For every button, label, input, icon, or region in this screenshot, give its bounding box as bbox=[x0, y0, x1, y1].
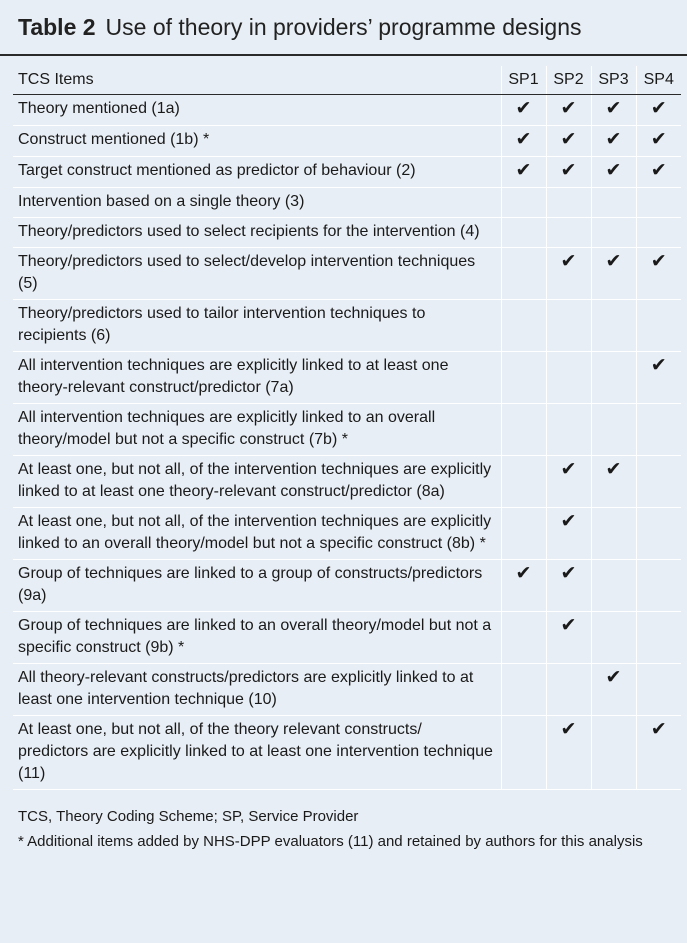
sp4-cell bbox=[636, 352, 681, 404]
table-row bbox=[13, 188, 681, 218]
sp2-cell bbox=[546, 560, 591, 612]
sp3-cell bbox=[591, 664, 636, 716]
sp4-cell bbox=[636, 560, 681, 612]
sp3-cell bbox=[591, 352, 636, 404]
tcs-item-label: Intervention based on a single theory (3) bbox=[13, 188, 501, 218]
sp2-cell bbox=[546, 456, 591, 508]
table-row bbox=[13, 157, 681, 188]
table-row bbox=[13, 126, 681, 157]
tcs-item-label: Construct mentioned (1b) * bbox=[13, 126, 501, 157]
sp2-cell bbox=[546, 126, 591, 157]
sp3-cell bbox=[591, 157, 636, 188]
table-title bbox=[0, 0, 687, 56]
sp2-cell bbox=[546, 352, 591, 404]
tcs-item-label: All theory-relevant constructs/predictors are explicitly linked to at least one intervention technique (10) bbox=[13, 664, 501, 716]
table-caption: Use of theory in providers’ programme designs bbox=[105, 13, 582, 40]
checkmark-icon: ✔ bbox=[515, 563, 532, 584]
header-sp4: SP4 bbox=[636, 66, 681, 95]
checkmark-icon: ✔ bbox=[560, 459, 577, 480]
sp3-cell bbox=[591, 188, 636, 218]
table-row bbox=[13, 664, 681, 716]
sp2-cell bbox=[546, 248, 591, 300]
checkmark-icon: ✔ bbox=[605, 129, 622, 150]
sp4-cell bbox=[636, 404, 681, 456]
sp3-cell bbox=[591, 248, 636, 300]
checkmark-icon: ✔ bbox=[605, 160, 622, 181]
table-number: Table 2 bbox=[18, 13, 96, 40]
tcs-item-label: At least one, but not all, of the intervention techniques are explicitly linked to at least one theory-relevant construct/predictor (8a) bbox=[13, 456, 501, 508]
sp2-cell bbox=[546, 188, 591, 218]
sp2-cell bbox=[546, 218, 591, 248]
sp3-cell bbox=[591, 612, 636, 664]
checkmark-icon: ✔ bbox=[650, 129, 667, 150]
table-row bbox=[13, 560, 681, 612]
header-sp2: SP2 bbox=[546, 66, 591, 95]
checkmark-icon: ✔ bbox=[560, 511, 577, 532]
table-row bbox=[13, 95, 681, 126]
header-sp1: SP1 bbox=[501, 66, 546, 95]
checkmark-icon: ✔ bbox=[560, 615, 577, 636]
sp1-cell bbox=[501, 612, 546, 664]
checkmark-icon: ✔ bbox=[605, 459, 622, 480]
sp1-cell bbox=[501, 95, 546, 126]
sp2-cell bbox=[546, 612, 591, 664]
sp3-cell bbox=[591, 95, 636, 126]
checkmark-icon: ✔ bbox=[650, 98, 667, 119]
checkmark-icon: ✔ bbox=[560, 98, 577, 119]
sp3-cell bbox=[591, 456, 636, 508]
checkmark-icon: ✔ bbox=[560, 160, 577, 181]
sp1-cell bbox=[501, 126, 546, 157]
sp1-cell bbox=[501, 188, 546, 218]
footnote-additional-items: * Additional items added by NHS-DPP evaluators (11) and retained by authors for this analysis bbox=[18, 833, 643, 850]
footnote-abbreviations: TCS, Theory Coding Scheme; SP, Service Provider bbox=[18, 808, 359, 825]
checkmark-icon: ✔ bbox=[515, 98, 532, 119]
sp3-cell bbox=[591, 404, 636, 456]
sp3-cell bbox=[591, 716, 636, 790]
sp4-cell bbox=[636, 126, 681, 157]
checkmark-icon: ✔ bbox=[560, 563, 577, 584]
tcs-item-label: Target construct mentioned as predictor of behaviour (2) bbox=[13, 157, 501, 188]
table-body bbox=[13, 95, 681, 790]
sp4-cell bbox=[636, 218, 681, 248]
sp2-cell bbox=[546, 716, 591, 790]
sp2-cell bbox=[546, 664, 591, 716]
tcs-item-label: Group of techniques are linked to an overall theory/model but not a specific construct (9b) * bbox=[13, 612, 501, 664]
header-row bbox=[13, 66, 681, 95]
sp3-cell bbox=[591, 126, 636, 157]
sp2-cell bbox=[546, 404, 591, 456]
sp4-cell bbox=[636, 664, 681, 716]
tcs-item-label: All intervention techniques are explicitly linked to at least one theory-relevant construct/predictor (7a) bbox=[13, 352, 501, 404]
tcs-item-label: Theory/predictors used to select recipients for the intervention (4) bbox=[13, 218, 501, 248]
checkmark-icon: ✔ bbox=[560, 129, 577, 150]
sp1-cell bbox=[501, 404, 546, 456]
sp2-cell bbox=[546, 157, 591, 188]
checkmark-icon: ✔ bbox=[650, 355, 667, 376]
sp1-cell bbox=[501, 560, 546, 612]
checkmark-icon: ✔ bbox=[605, 251, 622, 272]
sp1-cell bbox=[501, 300, 546, 352]
sp4-cell bbox=[636, 612, 681, 664]
checkmark-icon: ✔ bbox=[560, 719, 577, 740]
header-tcs-items: TCS Items bbox=[13, 66, 501, 95]
sp1-cell bbox=[501, 157, 546, 188]
sp2-cell bbox=[546, 508, 591, 560]
table-row bbox=[13, 456, 681, 508]
table-row bbox=[13, 612, 681, 664]
tcs-item-label: All intervention techniques are explicitly linked to an overall theory/model but not a specific construct (7b) * bbox=[13, 404, 501, 456]
table-row bbox=[13, 404, 681, 456]
sp4-cell bbox=[636, 300, 681, 352]
tcs-item-label: Theory/predictors used to select/develop intervention techniques (5) bbox=[13, 248, 501, 300]
sp2-cell bbox=[546, 95, 591, 126]
sp1-cell bbox=[501, 248, 546, 300]
table-row bbox=[13, 300, 681, 352]
table-row bbox=[13, 352, 681, 404]
checkmark-icon: ✔ bbox=[605, 667, 622, 688]
sp4-cell bbox=[636, 188, 681, 218]
sp4-cell bbox=[636, 456, 681, 508]
table-row bbox=[13, 248, 681, 300]
sp1-cell bbox=[501, 456, 546, 508]
sp4-cell bbox=[636, 716, 681, 790]
checkmark-icon: ✔ bbox=[515, 129, 532, 150]
checkmark-icon: ✔ bbox=[650, 251, 667, 272]
tcs-item-label: Group of techniques are linked to a group of constructs/predictors (9a) bbox=[13, 560, 501, 612]
sp3-cell bbox=[591, 218, 636, 248]
checkmark-icon: ✔ bbox=[650, 719, 667, 740]
table-row bbox=[13, 218, 681, 248]
checkmark-icon: ✔ bbox=[605, 98, 622, 119]
header-sp3: SP3 bbox=[591, 66, 636, 95]
checkmark-icon: ✔ bbox=[560, 251, 577, 272]
table-row bbox=[13, 508, 681, 560]
sp4-cell bbox=[636, 508, 681, 560]
tcs-item-label: Theory/predictors used to tailor intervention techniques to recipients (6) bbox=[13, 300, 501, 352]
sp3-cell bbox=[591, 300, 636, 352]
theory-table bbox=[13, 66, 681, 790]
sp4-cell bbox=[636, 95, 681, 126]
sp4-cell bbox=[636, 248, 681, 300]
tcs-item-label: At least one, but not all, of the intervention techniques are explicitly linked to an overall theory/model but not a specific construct (8b) * bbox=[13, 508, 501, 560]
tcs-item-label: At least one, but not all, of the theory relevant constructs/ predictors are explicitly linked to at least one intervention technique (11) bbox=[13, 716, 501, 790]
sp1-cell bbox=[501, 352, 546, 404]
sp4-cell bbox=[636, 157, 681, 188]
checkmark-icon: ✔ bbox=[650, 160, 667, 181]
sp3-cell bbox=[591, 508, 636, 560]
footnotes bbox=[18, 804, 687, 854]
sp3-cell bbox=[591, 560, 636, 612]
sp1-cell bbox=[501, 716, 546, 790]
sp1-cell bbox=[501, 508, 546, 560]
checkmark-icon: ✔ bbox=[515, 160, 532, 181]
sp1-cell bbox=[501, 664, 546, 716]
tcs-item-label: Theory mentioned (1a) bbox=[13, 95, 501, 126]
sp1-cell bbox=[501, 218, 546, 248]
sp2-cell bbox=[546, 300, 591, 352]
table-row bbox=[13, 716, 681, 790]
